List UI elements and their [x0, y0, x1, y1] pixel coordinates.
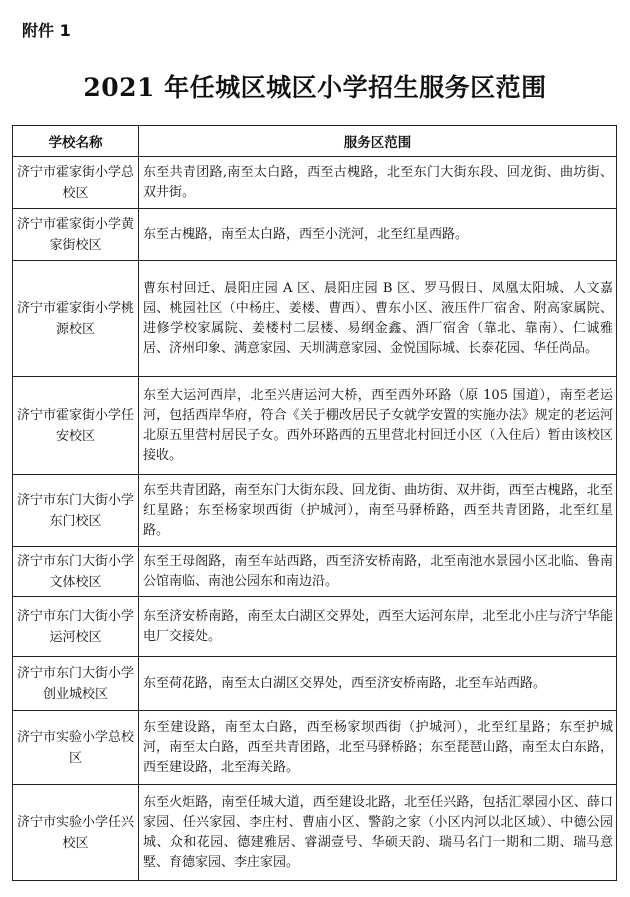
service-area-cell: 东至火炬路，南至任城大道，西至建设北路，北至任兴路，包括汇翠园小区、薛口家园、任兴家园、李庄村、曹庙小区、警韵之家（小区内河以北区域）、中德公园城、众和花园、德建雅居、睿湖壹号、华硕天韵、瑞马名门一期和二期、瑞马意墅、育德家园、李庄家园。: [139, 785, 617, 881]
service-area-cell: 东至建设路，南至太白路，西至杨家坝西街（护城河），北至红星路；东至护城河，南至太白路，西至共青团路，北至马驿桥路；东至琵琶山路，南至太白东路，西至建设路，北至海关路。: [139, 711, 617, 785]
table-header-row: [13, 126, 617, 157]
table-row: [13, 209, 617, 261]
table-row: [13, 597, 617, 657]
school-name-cell: 济宁市实验小学总校区: [13, 711, 139, 785]
service-area-cell: 东至济安桥南路，南至太白湖区交界处，西至大运河东岸，北至北小庄与济宁华能电厂交接处。: [139, 597, 617, 657]
table-row: [13, 711, 617, 785]
table-row: [13, 377, 617, 475]
service-area-cell: 东至王母阁路，南至车站西路，西至济安桥南路，北至南池水景园小区北临、鲁南公馆南临、南池公园东和南边沿。: [139, 547, 617, 597]
service-area-table: [12, 125, 617, 881]
school-name-cell: 济宁市实验小学任兴校区: [13, 785, 139, 881]
service-area-cell: 东至荷花路，南至太白湖区交界处，西至济安桥南路，北至车站西路。: [139, 657, 617, 711]
school-name-cell: 济宁市霍家街小学黄家街校区: [13, 209, 139, 261]
service-area-cell: 东至共青团路,南至太白路，西至古槐路，北至东门大街东段、回龙街、曲坊街、双井街。: [139, 157, 617, 209]
school-name-cell: 济宁市东门大街小学东门校区: [13, 475, 139, 547]
table-row: [13, 261, 617, 377]
table-row: [13, 157, 617, 209]
table-row: [13, 785, 617, 881]
school-name-cell: 济宁市霍家街小学总校区: [13, 157, 139, 209]
service-area-cell: 东至共青团路，南至东门大街东段、回龙街、曲坊街、双井街，西至古槐路，北至红星路；东至杨家坝西街（护城河），南至马驿桥路，西至共青团路，北至红星路。: [139, 475, 617, 547]
school-name-cell: 济宁市东门大街小学文体校区: [13, 547, 139, 597]
table-row: [13, 547, 617, 597]
school-name-cell: 济宁市东门大街小学运河校区: [13, 597, 139, 657]
table-row: [13, 475, 617, 547]
school-name-cell: 济宁市东门大街小学创业城校区: [13, 657, 139, 711]
header-service-area: 服务区范围: [139, 126, 617, 157]
service-area-cell: 曹东村回迁、晨阳庄园 A 区、晨阳庄园 B 区、罗马假日、凤凰太阳城、人文嘉园、桃园社区（中杨庄、姜楼、曹西）、曹东小区、液压件厂宿舍、附高家属院、进修学校家属院、姜楼村二层楼、易纲金鑫、酒厂宿舍（靠北、靠南）、仁诚雅居、济州印象、满意家园、天圳满意家园、金悦国际城、长泰花园、华任尚品。: [139, 261, 617, 377]
school-name-cell: 济宁市霍家街小学任安校区: [13, 377, 139, 475]
table-row: [13, 657, 617, 711]
service-area-cell: 东至古槐路，南至太白路，西至小洸河，北至红星西路。: [139, 209, 617, 261]
header-school-name: 学校名称: [13, 126, 139, 157]
school-name-cell: 济宁市霍家街小学桃源校区: [13, 261, 139, 377]
attachment-label: 附件 1: [22, 21, 71, 40]
document-title: 2021 年任城区城区小学招生服务区范围: [83, 73, 547, 102]
service-area-cell: 东至大运河西岸，北至兴唐运河大桥，西至西外环路（原 105 国道），南至老运河，包括西岸华府，符合《关于棚改居民子女就学安置的实施办法》规定的老运河北原五里营村居民子女。西外环路西的五里营北村回迁小区（入住后）暂由该校区接收。: [139, 377, 617, 475]
